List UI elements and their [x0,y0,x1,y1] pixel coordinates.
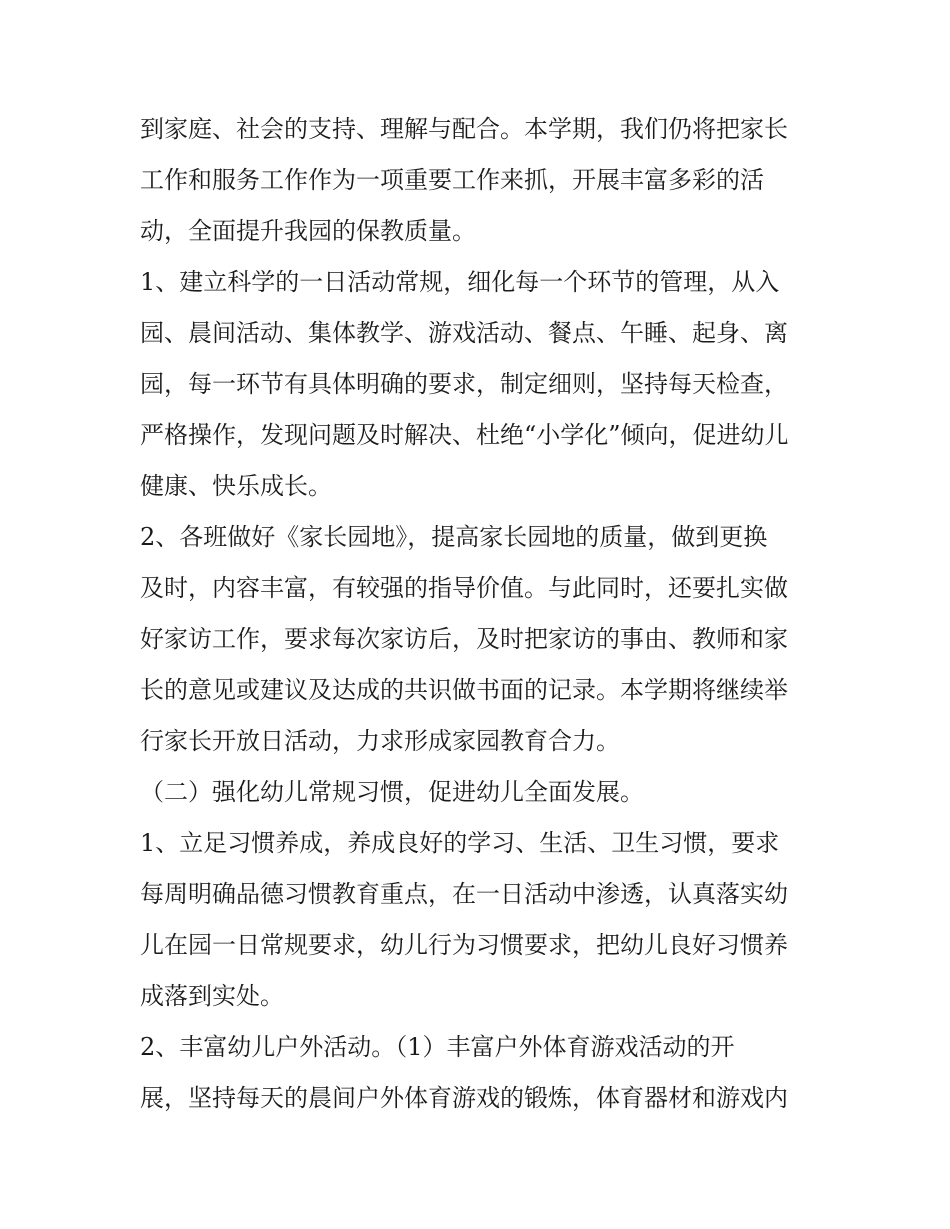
text-line: 展，坚持每天的晨间户外体育游戏的锻炼，体育器材和游戏内 [140,1084,788,1112]
text-line: 严格操作，发现问题及时解决、杜绝“小学化”倾向，促进幼儿 [140,421,789,449]
text-line: 长的意见或建议及达成的共识做书面的记录。本学期将继续举 [140,676,788,704]
text-line: 儿在园一日常规要求，幼儿行为习惯要求，把幼儿良好习惯养 [140,931,788,959]
text-line: 2、各班做好《家长园地》，提高家长园地的质量，做到更换 [140,523,768,551]
text-line: 健康、快乐成长。 [140,472,332,500]
text-line: 2、丰富幼儿户外活动。（1）丰富户外体育游戏活动的开 [140,1033,735,1061]
text-line: 及时，内容丰富，有较强的指导价值。与此同时，还要扎实做 [140,574,788,602]
document-body [140,104,820,1124]
text-line: 成落到实处。 [140,982,284,1010]
text-line: 到家庭、社会的支持、理解与配合。本学期，我们仍将把家长 [140,115,788,143]
text-line: 园，每一环节有具体明确的要求，制定细则，坚持每天检查， [140,370,788,398]
text-line: 1、立足习惯养成，养成良好的学习、生活、卫生习惯，要求 [140,829,780,857]
text-line: 好家访工作，要求每次家访后，及时把家访的事由、教师和家 [140,625,788,653]
text-line: 动，全面提升我园的保教质量。 [140,217,476,245]
text-line: 每周明确品德习惯教育重点，在一日活动中渗透，认真落实幼 [140,880,788,908]
text-line: 行家长开放日活动，力求形成家园教育合力。 [140,727,620,755]
text-line: 1、建立科学的一日活动常规，细化每一个环节的管理，从入 [140,268,780,296]
text-line: 园、晨间活动、集体教学、游戏活动、餐点、午睡、起身、离 [140,319,788,347]
text-line: 工作和服务工作作为一项重要工作来抓，开展丰富多彩的活 [140,166,764,194]
section-heading: （二）强化幼儿常规习惯，促进幼儿全面发展。 [140,778,644,806]
